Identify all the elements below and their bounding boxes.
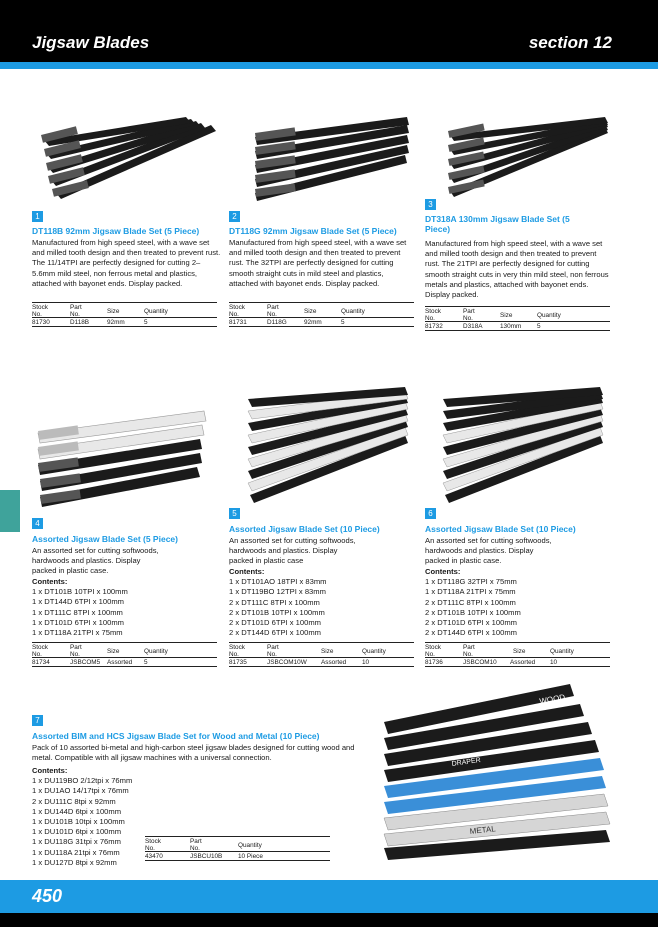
- blade-set-image-4: [32, 405, 222, 515]
- table-row: [229, 318, 414, 327]
- blade-set-image-5: [240, 385, 420, 505]
- col-stock: Stock No.: [145, 838, 161, 852]
- cell-size: 92mm: [107, 319, 125, 326]
- list-item: 1 x DU144D 6tpi x 100mm: [32, 806, 122, 816]
- product-number-badge: 7: [32, 715, 43, 726]
- product-number-badge: 5: [229, 508, 240, 519]
- col-quantity: Quantity: [144, 648, 168, 655]
- contents-label: Contents:: [425, 567, 461, 576]
- cell-quantity: 10: [362, 659, 370, 666]
- list-item: 2 x DT111C 8TPI x 100mm: [229, 597, 320, 607]
- page-title: Jigsaw Blades: [32, 33, 150, 52]
- cell-stock: 81731: [229, 319, 247, 326]
- product-description: An assorted set for cutting softwoods, hardwoods and plastics. Display packed in plastic case: [229, 536, 356, 566]
- footer-accent-bar: [0, 880, 658, 913]
- table-row: [425, 658, 610, 667]
- spec-table-header: [229, 302, 414, 318]
- col-size: Size: [321, 648, 334, 655]
- table-row: [32, 318, 217, 327]
- list-item: 1 x DT101AO 18TPI x 83mm: [229, 577, 327, 587]
- col-quantity: Quantity: [537, 312, 561, 319]
- cell-size: 92mm: [304, 319, 322, 326]
- list-item: 1 x DT111C 8TPI x 100mm: [32, 607, 123, 617]
- product-number-badge: 4: [32, 518, 43, 529]
- list-item: 2 x DU111C 8tpi x 92mm: [32, 796, 116, 806]
- cell-size: Assorted: [107, 659, 133, 666]
- cell-part: D118B: [70, 319, 90, 326]
- product-title: Assorted Jigsaw Blade Set (10 Piece): [229, 524, 380, 534]
- cell-part: D118G: [267, 319, 287, 326]
- list-item: 1 x DT118A 21TPI x 75mm: [32, 628, 123, 638]
- product-title: DT318A 130mm Jigsaw Blade Set (5 Piece): [425, 214, 570, 234]
- product-number-badge: 6: [425, 508, 436, 519]
- blade-set-image-1: [36, 115, 226, 205]
- col-stock: Stock No.: [425, 308, 441, 322]
- cell-quantity: 5: [144, 659, 148, 666]
- cell-quantity: 5: [144, 319, 148, 326]
- spec-table-header: [32, 302, 217, 318]
- product-description: An assorted set for cutting softwoods, hardwoods and plastics. Display packed in plastic case.: [425, 536, 552, 566]
- col-part: Part No.: [463, 308, 475, 322]
- cell-size: 130mm: [500, 323, 522, 330]
- spec-table-header: [145, 836, 330, 852]
- spec-table: [145, 836, 330, 861]
- spec-table-header: [425, 642, 610, 658]
- product-number-badge: 1: [32, 211, 43, 222]
- product-number-badge: 3: [425, 199, 436, 210]
- cell-quantity: 5: [537, 323, 541, 330]
- contents-label: Contents:: [32, 577, 68, 586]
- col-quantity: Quantity: [238, 842, 262, 849]
- list-item: 1 x DU118A 21tpi x 76mm: [32, 847, 120, 857]
- list-item: 1 x DU127D 8tpi x 92mm: [32, 857, 117, 867]
- col-part: Part No.: [463, 644, 475, 658]
- contents-list: [425, 567, 610, 638]
- cell-size: Assorted: [321, 659, 347, 666]
- wood-label: WOOD: [538, 692, 566, 706]
- cell-part: JSBCOM10: [463, 659, 497, 666]
- col-size: Size: [500, 312, 513, 319]
- spec-table-header: [32, 642, 217, 658]
- list-item: 2 x DT144D 6TPI x 100mm: [229, 628, 322, 638]
- product-description: Pack of 10 assorted bi-metal and high-carbon steel jigsaw blades designed for cutting wood and metal. Compatible with all jigsaw machines with a universal connection.: [32, 743, 355, 763]
- list-item: 1 x DU101B 10tpi x 100mm: [32, 817, 125, 827]
- table-row: [229, 658, 414, 667]
- product-description: An assorted set for cutting softwoods, hardwoods and plastics. Display packed in plastic case.: [32, 546, 159, 576]
- product-description: Manufactured from high speed steel, with a wave set and milled tooth design and then treated to prevent rust. The 11/14TPI are perfectly designed for cutting 2–5.6mm mild steel, non ferrous metal and plastics, attached with bayonet ends. Display packed.: [32, 238, 221, 288]
- col-part: Part No.: [70, 644, 82, 658]
- contents-list: [32, 577, 217, 638]
- list-item: 1 x DT144D 6TPI x 100mm: [32, 597, 125, 607]
- cell-quantity: 5: [341, 319, 345, 326]
- list-item: 2 x DT101B 10TPI x 100mm: [229, 607, 325, 617]
- col-stock: Stock No.: [229, 304, 245, 318]
- table-row: [425, 322, 610, 331]
- table-row: [145, 852, 330, 861]
- col-quantity: Quantity: [144, 308, 168, 315]
- col-quantity: Quantity: [362, 648, 386, 655]
- spec-table: [229, 302, 414, 327]
- cell-quantity: 10 Piece: [238, 853, 263, 860]
- cell-part: JSBCU10B: [190, 853, 223, 860]
- section-label: section 12: [528, 33, 612, 52]
- list-item: 1 x DT119BO 12TPI x 83mm: [229, 587, 326, 597]
- list-item: 1 x DU118G 31tpi x 76mm: [32, 837, 121, 847]
- cell-part: JSBCOM10W: [267, 659, 307, 666]
- blade-set-image-6: [435, 385, 615, 505]
- col-part: Part No.: [70, 304, 82, 318]
- cell-size: Assorted: [510, 659, 536, 666]
- blade-set-image-2: [245, 115, 415, 205]
- product-title: DT118G 92mm Jigsaw Blade Set (5 Piece): [229, 226, 397, 236]
- list-item: 1 x DU119BO 2/12tpi x 76mm: [32, 776, 133, 786]
- col-stock: Stock No.: [229, 644, 245, 658]
- col-stock: Stock No.: [32, 644, 48, 658]
- col-stock: Stock No.: [32, 304, 48, 318]
- metal-label: METAL: [469, 824, 497, 836]
- list-item: 1 x DU1AO 14/17tpi x 76mm: [32, 786, 129, 796]
- col-stock: Stock No.: [425, 644, 441, 658]
- list-item: 1 x DU101D 6tpi x 100mm: [32, 827, 122, 837]
- product-number-badge: 2: [229, 211, 240, 222]
- list-item: 2 x DT101B 10TPI x 100mm: [425, 607, 521, 617]
- col-part: Part No.: [267, 644, 279, 658]
- col-size: Size: [513, 648, 526, 655]
- spec-table: [32, 302, 217, 327]
- list-item: 2 x DT101D 6TPI x 100mm: [425, 618, 518, 628]
- col-size: Size: [107, 308, 120, 315]
- col-size: Size: [304, 308, 317, 315]
- list-item: 1 x DT118A 21TPI x 75mm: [425, 587, 516, 597]
- col-size: Size: [107, 648, 120, 655]
- list-item: 1 x DT101D 6TPI x 100mm: [32, 617, 125, 627]
- list-item: 1 x DT118G 32TPI x 75mm: [425, 577, 517, 587]
- col-quantity: Quantity: [341, 308, 365, 315]
- side-tab-marker: [0, 490, 20, 532]
- product-title: DT118B 92mm Jigsaw Blade Set (5 Piece): [32, 226, 200, 236]
- blade-set-image-7: [380, 682, 620, 862]
- cell-stock: 43470: [145, 853, 163, 860]
- brand-label: DRAPER: [451, 756, 482, 768]
- header-accent-bar: [0, 62, 658, 69]
- product-title: Assorted BIM and HCS Jigsaw Blade Set for Wood and Metal (10 Piece): [32, 731, 320, 741]
- product-description: Manufactured from high speed steel, with a wave set and milled tooth design and then treated to prevent rust. The 21TPI are perfectly designed for cutting smooth straight cuts in very thin mild steel, non ferrous metals and plastics, attached with bayonet ends. Display packed.: [425, 239, 609, 300]
- spec-table-header: [425, 306, 610, 322]
- list-item: 2 x DT101D 6TPI x 100mm: [229, 618, 322, 628]
- cell-quantity: 10: [550, 659, 558, 666]
- cell-part: D318A: [463, 323, 483, 330]
- product-title: Assorted Jigsaw Blade Set (10 Piece): [425, 524, 576, 534]
- col-part: Part No.: [267, 304, 279, 318]
- spec-table: [229, 642, 414, 667]
- spec-table: [425, 306, 610, 331]
- product-description: Manufactured from high speed steel, with a wave set and milled tooth design and then treated to prevent rust. The 32TPI are perfectly designed for cutting smooth straight cuts in mild steel and plastics, attached with bayonet ends. Display packed.: [229, 238, 407, 288]
- product-title: Assorted Jigsaw Blade Set (5 Piece): [32, 534, 178, 544]
- col-part: Part No.: [190, 838, 202, 852]
- cell-stock: 81736: [425, 659, 443, 666]
- contents-label: Contents:: [229, 567, 265, 576]
- cell-stock: 81735: [229, 659, 247, 666]
- col-quantity: Quantity: [550, 648, 574, 655]
- cell-part: JSBCOM5: [70, 659, 101, 666]
- spec-table: [32, 642, 217, 667]
- list-item: 1 x DT101B 10TPI x 100mm: [32, 587, 128, 597]
- page-number: 450: [32, 886, 63, 906]
- contents-list: [229, 567, 414, 638]
- cell-stock: 81734: [32, 659, 50, 666]
- list-item: 2 x DT111C 8TPI x 100mm: [425, 597, 516, 607]
- spec-table: [425, 642, 610, 667]
- list-item: 2 x DT144D 6TPI x 100mm: [425, 628, 518, 638]
- blade-set-image-3: [440, 115, 615, 200]
- spec-table-header: [229, 642, 414, 658]
- cell-stock: 81730: [32, 319, 50, 326]
- cell-stock: 81732: [425, 323, 443, 330]
- table-row: [32, 658, 217, 667]
- contents-label: Contents:: [32, 766, 68, 775]
